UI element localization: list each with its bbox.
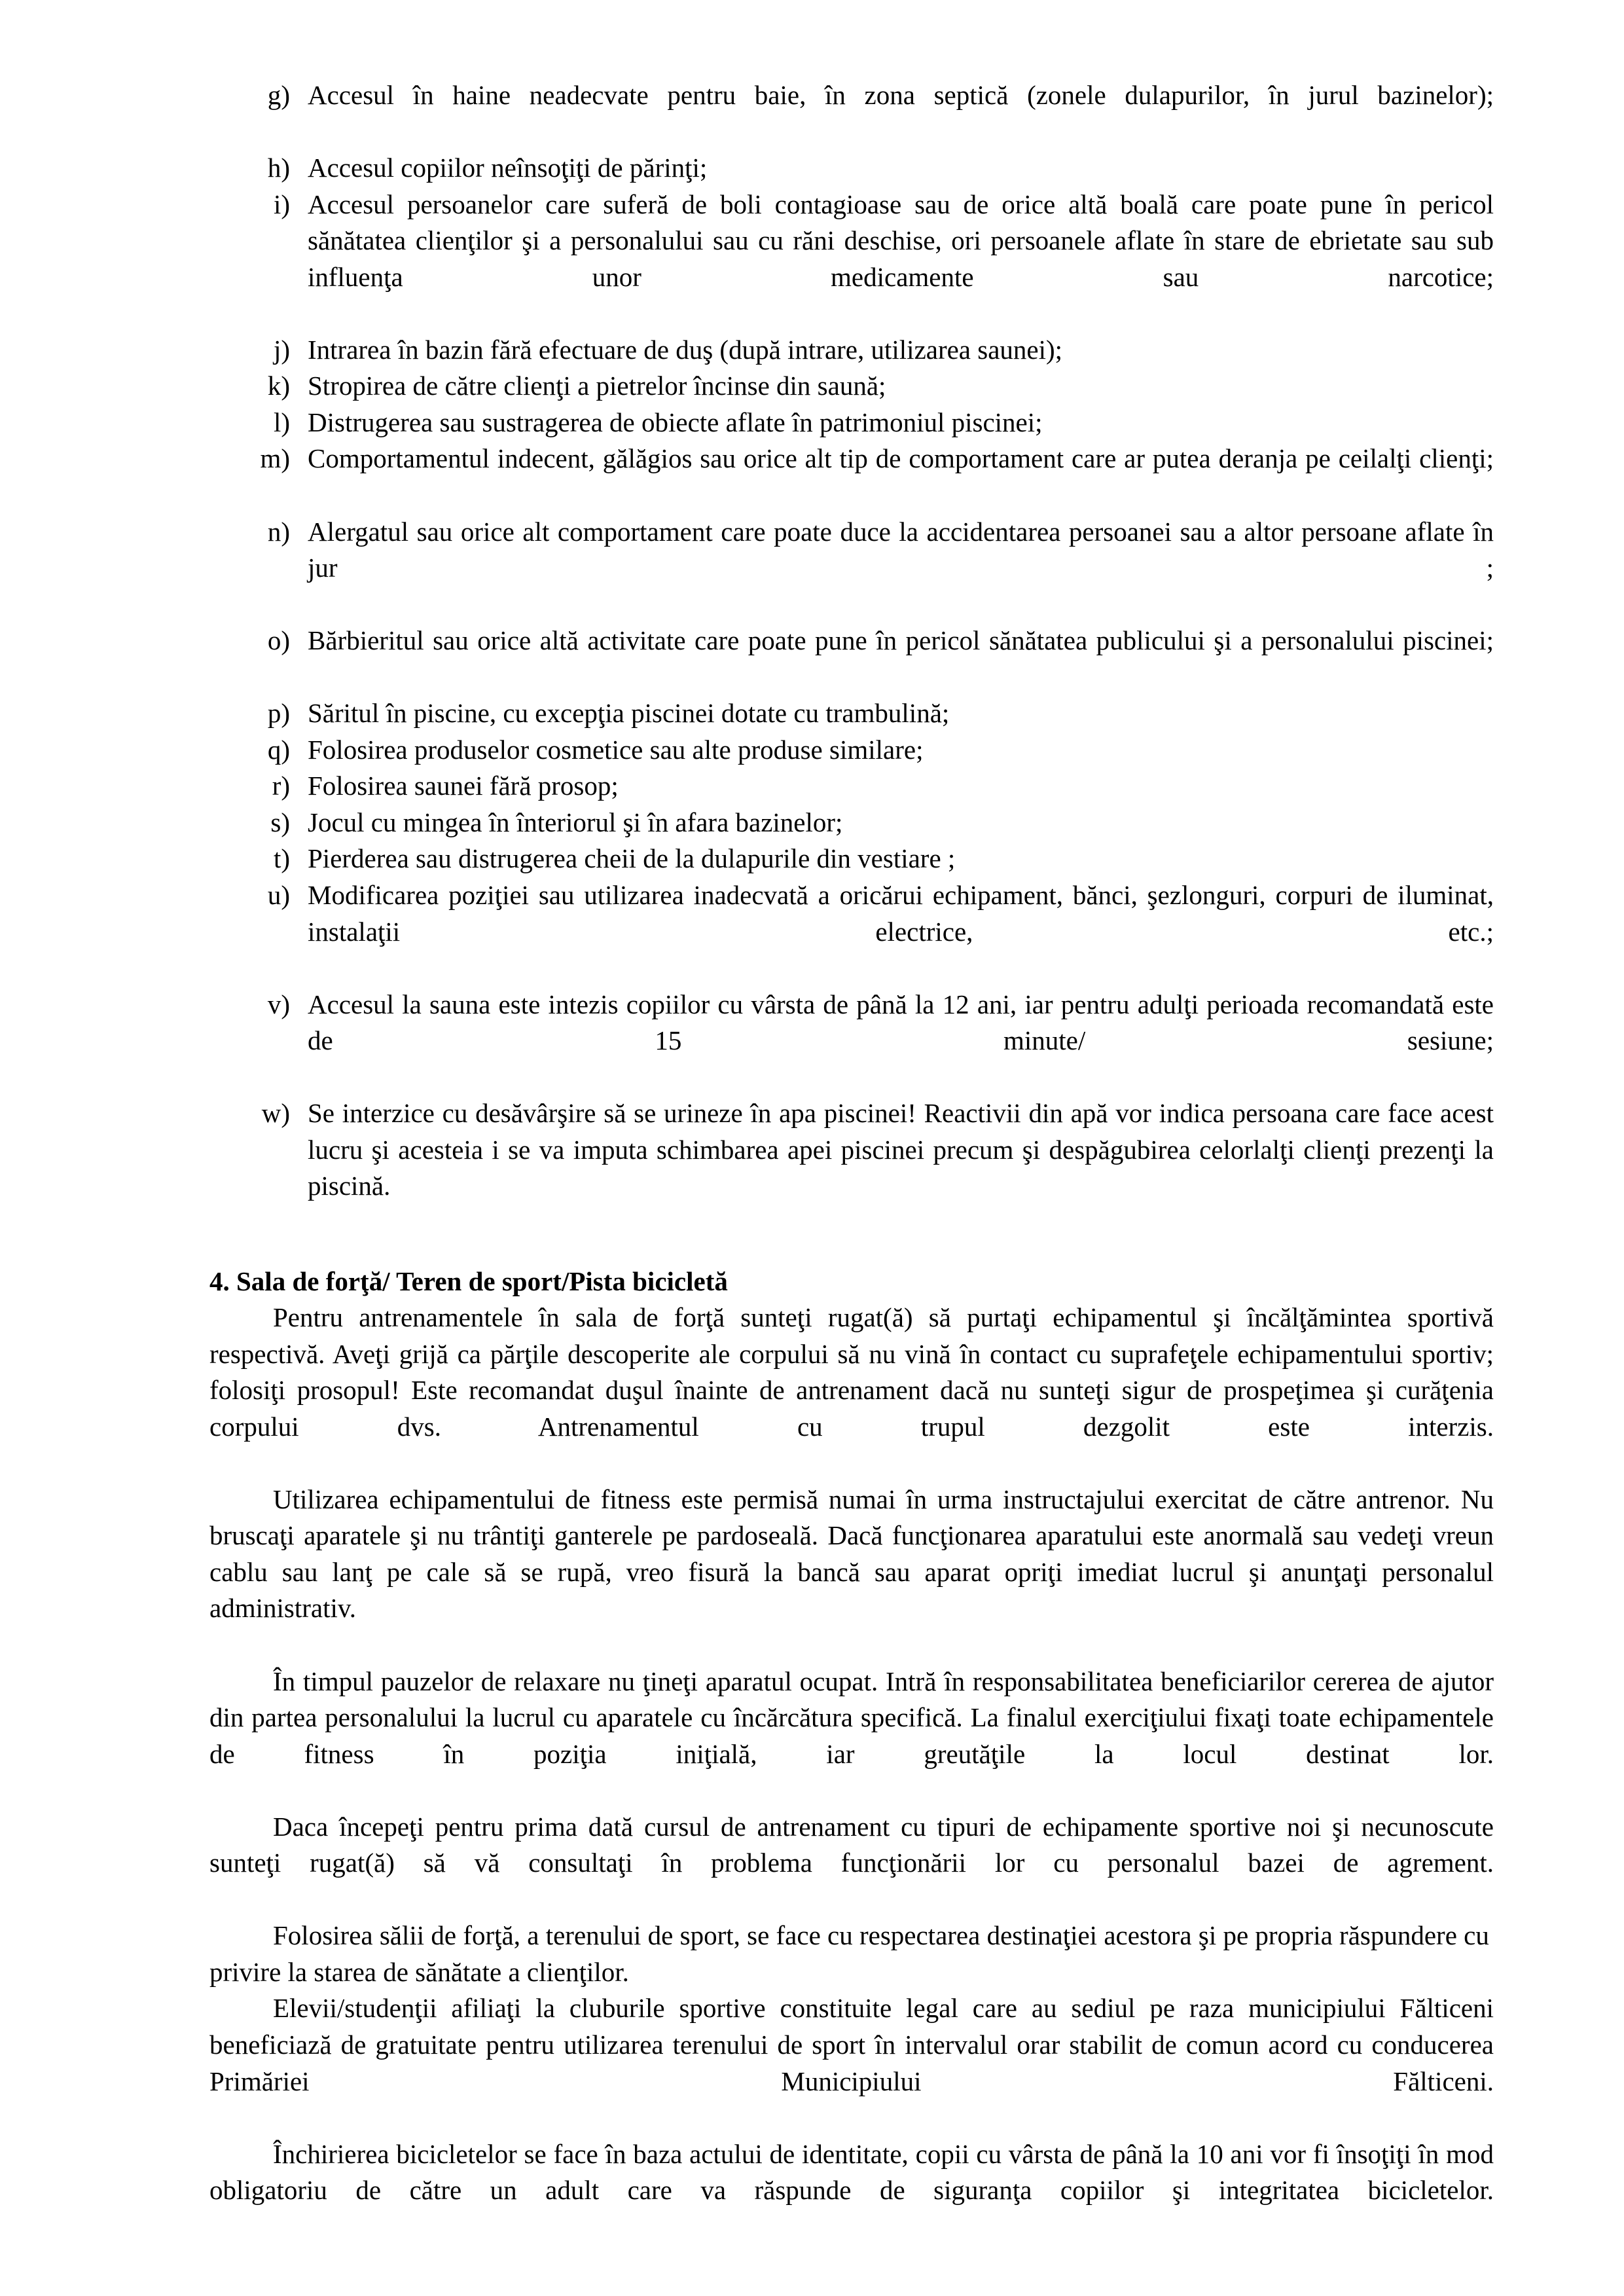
paragraph: Folosirea sălii de forţă, a terenului de sport, se face cu respectarea destinaţiei acestora şi pe propria răspundere cu privire la starea de sănătate a clienţilor. (209, 1920, 1489, 1987)
list-item-marker: q) (267, 734, 290, 765)
list-item-text: Pierderea sau distrugerea cheii de la dulapurile din vestiare ; (308, 843, 956, 874)
paragraph: Daca începeţi pentru prima dată cursul de antrenament cu tipuri de echipamente sportive noi şi necunoscute sunteţi rugat(ă) să vă consultaţi în problema funcţionării lor cu personalul bazei de agrement. (209, 1811, 1494, 1878)
list-item-text: Comportamentul indecent, gălăgios sau orice alt tip de comportament care ar putea deranja pe ceilalţi clienţi; (308, 443, 1494, 474)
list-item-text: Intrarea în bazin fără efectuare de duş (după intrare, utilizarea saunei); (308, 334, 1063, 365)
list-item-text: Folosirea produselor cosmetice sau alte produse similare; (308, 734, 924, 765)
list-item-marker: w) (261, 1098, 290, 1129)
section-heading-4: 4. Sala de forţă/ Teren de sport/Pista bicicletă (209, 1266, 728, 1296)
list-item (209, 732, 1494, 769)
list-item-text: Accesul în haine neadecvate pentru baie, în zona septică (zonele dulapurilor, în jurul bazinelor); (308, 80, 1494, 110)
list-item-marker: i) (273, 189, 290, 219)
list-item-text: Accesul persoanelor care suferă de boli contagioase sau de orice altă boală care poate pune în pericol sănătatea clienţilor şi a personalului sau cu răni deschise, ori persoanele aflate în stare de ebrietate sau sub influenţa unor medicamente sau narcotice; (308, 189, 1494, 292)
list-item-marker: v) (267, 989, 290, 1019)
list-item-text: Stropirea de către clienţi a pietrelor încinse din saună; (308, 371, 886, 401)
list-item (209, 405, 1494, 441)
list-item-marker: s) (270, 807, 290, 837)
list-item (209, 1095, 1494, 1241)
list-item (209, 150, 1494, 187)
list-item (209, 805, 1494, 841)
paragraph: Utilizarea echipamentului de fitness este permisă numai în urma instructajului exercitat de către antrenor. Nu bruscaţi aparatele şi nu trântiţi ganterele pe pardoseală. Dacă funcţionarea aparatului este anormală sau vedeţi vreun cablu sau lanţ pe cale să se rupă, vreo fisură la bancă sau aparat opriţi imediat lucrul şi anunţaţi personalul administrativ. (209, 1484, 1494, 1624)
list-item (209, 768, 1494, 805)
paragraph: Elevii/studenţii afiliaţi la cluburile sportive constituite legal care au sediul pe raza municipiului Fălticeni beneficiază de gratuitate pentru utilizarea terenului de sport în intervalul orar stabilit de comun acord cu conducerea Primăriei Municipiului Fălticeni. (209, 1993, 1494, 2096)
page-content (209, 77, 1494, 2245)
list-item-marker: p) (267, 698, 290, 729)
paragraph: Pentru antrenamentele în sala de forţă sunteţi rugat(ă) să purtaţi echipamentul şi încălţămintea sportivă respectivă. Aveţi grijă ca părţile descoperite ale corpului să nu vină în contact cu suprafeţele echipamentului sportiv; folosiţi prosopul! Este recomandat duşul înainte de antrenament dacă nu sunteţi sigur de prospeţimea şi curăţenia corpului dvs. Antrenamentul cu trupul dezgolit este interzis. (209, 1302, 1494, 1442)
list-item-text: Accesul la sauna este intezis copiilor cu vârsta de până la 12 ani, iar pentru adulţi perioada recomandată este de 15 minute/ sesiune; (308, 989, 1494, 1056)
list-item-text: Se interzice cu desăvârşire să se urineze în apa piscinei! Reactivii din apă vor indica persoana care face acest lucru şi acesteia i se va imputa schimbarea apei piscinei precum şi despăgubirea celorlalţi clienţi prezenţi la piscină. (308, 1098, 1494, 1201)
list-item (209, 695, 1494, 732)
list-item (209, 368, 1494, 405)
paragraph: Închirierea bicicletelor se face în baza actului de identitate, copii cu vârsta de până la 10 ani vor fi însoţiţi în mod obligatoriu de către un adult care va răspunde de siguranţa copiilor şi integritatea bicicletelor. (209, 2138, 1494, 2206)
list-item-marker: h) (267, 153, 290, 183)
list-item-text: Săritul în piscine, cu excepţia piscinei dotate cu trambulină; (308, 698, 950, 729)
list-item-marker: j) (273, 334, 290, 365)
list-item (209, 623, 1494, 695)
list-item-marker: t) (273, 843, 290, 874)
list-item (209, 77, 1494, 150)
paragraph: În timpul pauzelor de relaxare nu ţineţi aparatul ocupat. Intră în responsabilitatea beneficiarilor cererea de ajutor din partea personalului la lucrul cu aparatele cu încărcătura specifică. La finalul exerciţiului fixaţi toate echipamentele de fitness în poziţia iniţială, iar greutăţile la locul destinat lor. (209, 1666, 1494, 1769)
prohibitions-list (209, 77, 1494, 1241)
list-item-text: Alergatul sau orice alt comportament care poate duce la accidentarea persoanei sau a altor persoane aflate în jur ; (308, 516, 1494, 583)
list-item-text: Folosirea saunei fără prosop; (308, 771, 619, 801)
list-item (209, 877, 1494, 987)
list-item-marker: n) (267, 516, 290, 547)
list-item-text: Modificarea poziţiei sau utilizarea inadecvată a oricărui echipament, bănci, şezlonguri, corpuri de iluminat, instalaţii electrice, etc.; (308, 880, 1494, 947)
list-item-marker: u) (267, 880, 290, 911)
list-item (209, 332, 1494, 369)
list-item (209, 187, 1494, 332)
list-item-marker: m) (260, 443, 290, 474)
list-item (209, 987, 1494, 1096)
list-item (209, 514, 1494, 623)
list-item-marker: l) (273, 407, 290, 437)
list-item-text: Bărbieritul sau orice altă activitate care poate pune în pericol sănătatea publicului şi a personalului piscinei; (308, 625, 1494, 656)
list-item (209, 441, 1494, 513)
list-item-text: Jocul cu mingea în înteriorul şi în afara bazinelor; (308, 807, 843, 837)
list-item (209, 841, 1494, 877)
list-item-marker: o) (267, 625, 290, 656)
list-item-text: Distrugerea sau sustragerea de obiecte aflate în patrimoniul piscinei; (308, 407, 1043, 437)
list-item-text: Accesul copiilor neînsoţiţi de părinţi; (308, 153, 708, 183)
list-item-marker: r) (272, 771, 290, 801)
list-item-marker: g) (267, 80, 290, 110)
list-item-marker: k) (267, 371, 290, 401)
